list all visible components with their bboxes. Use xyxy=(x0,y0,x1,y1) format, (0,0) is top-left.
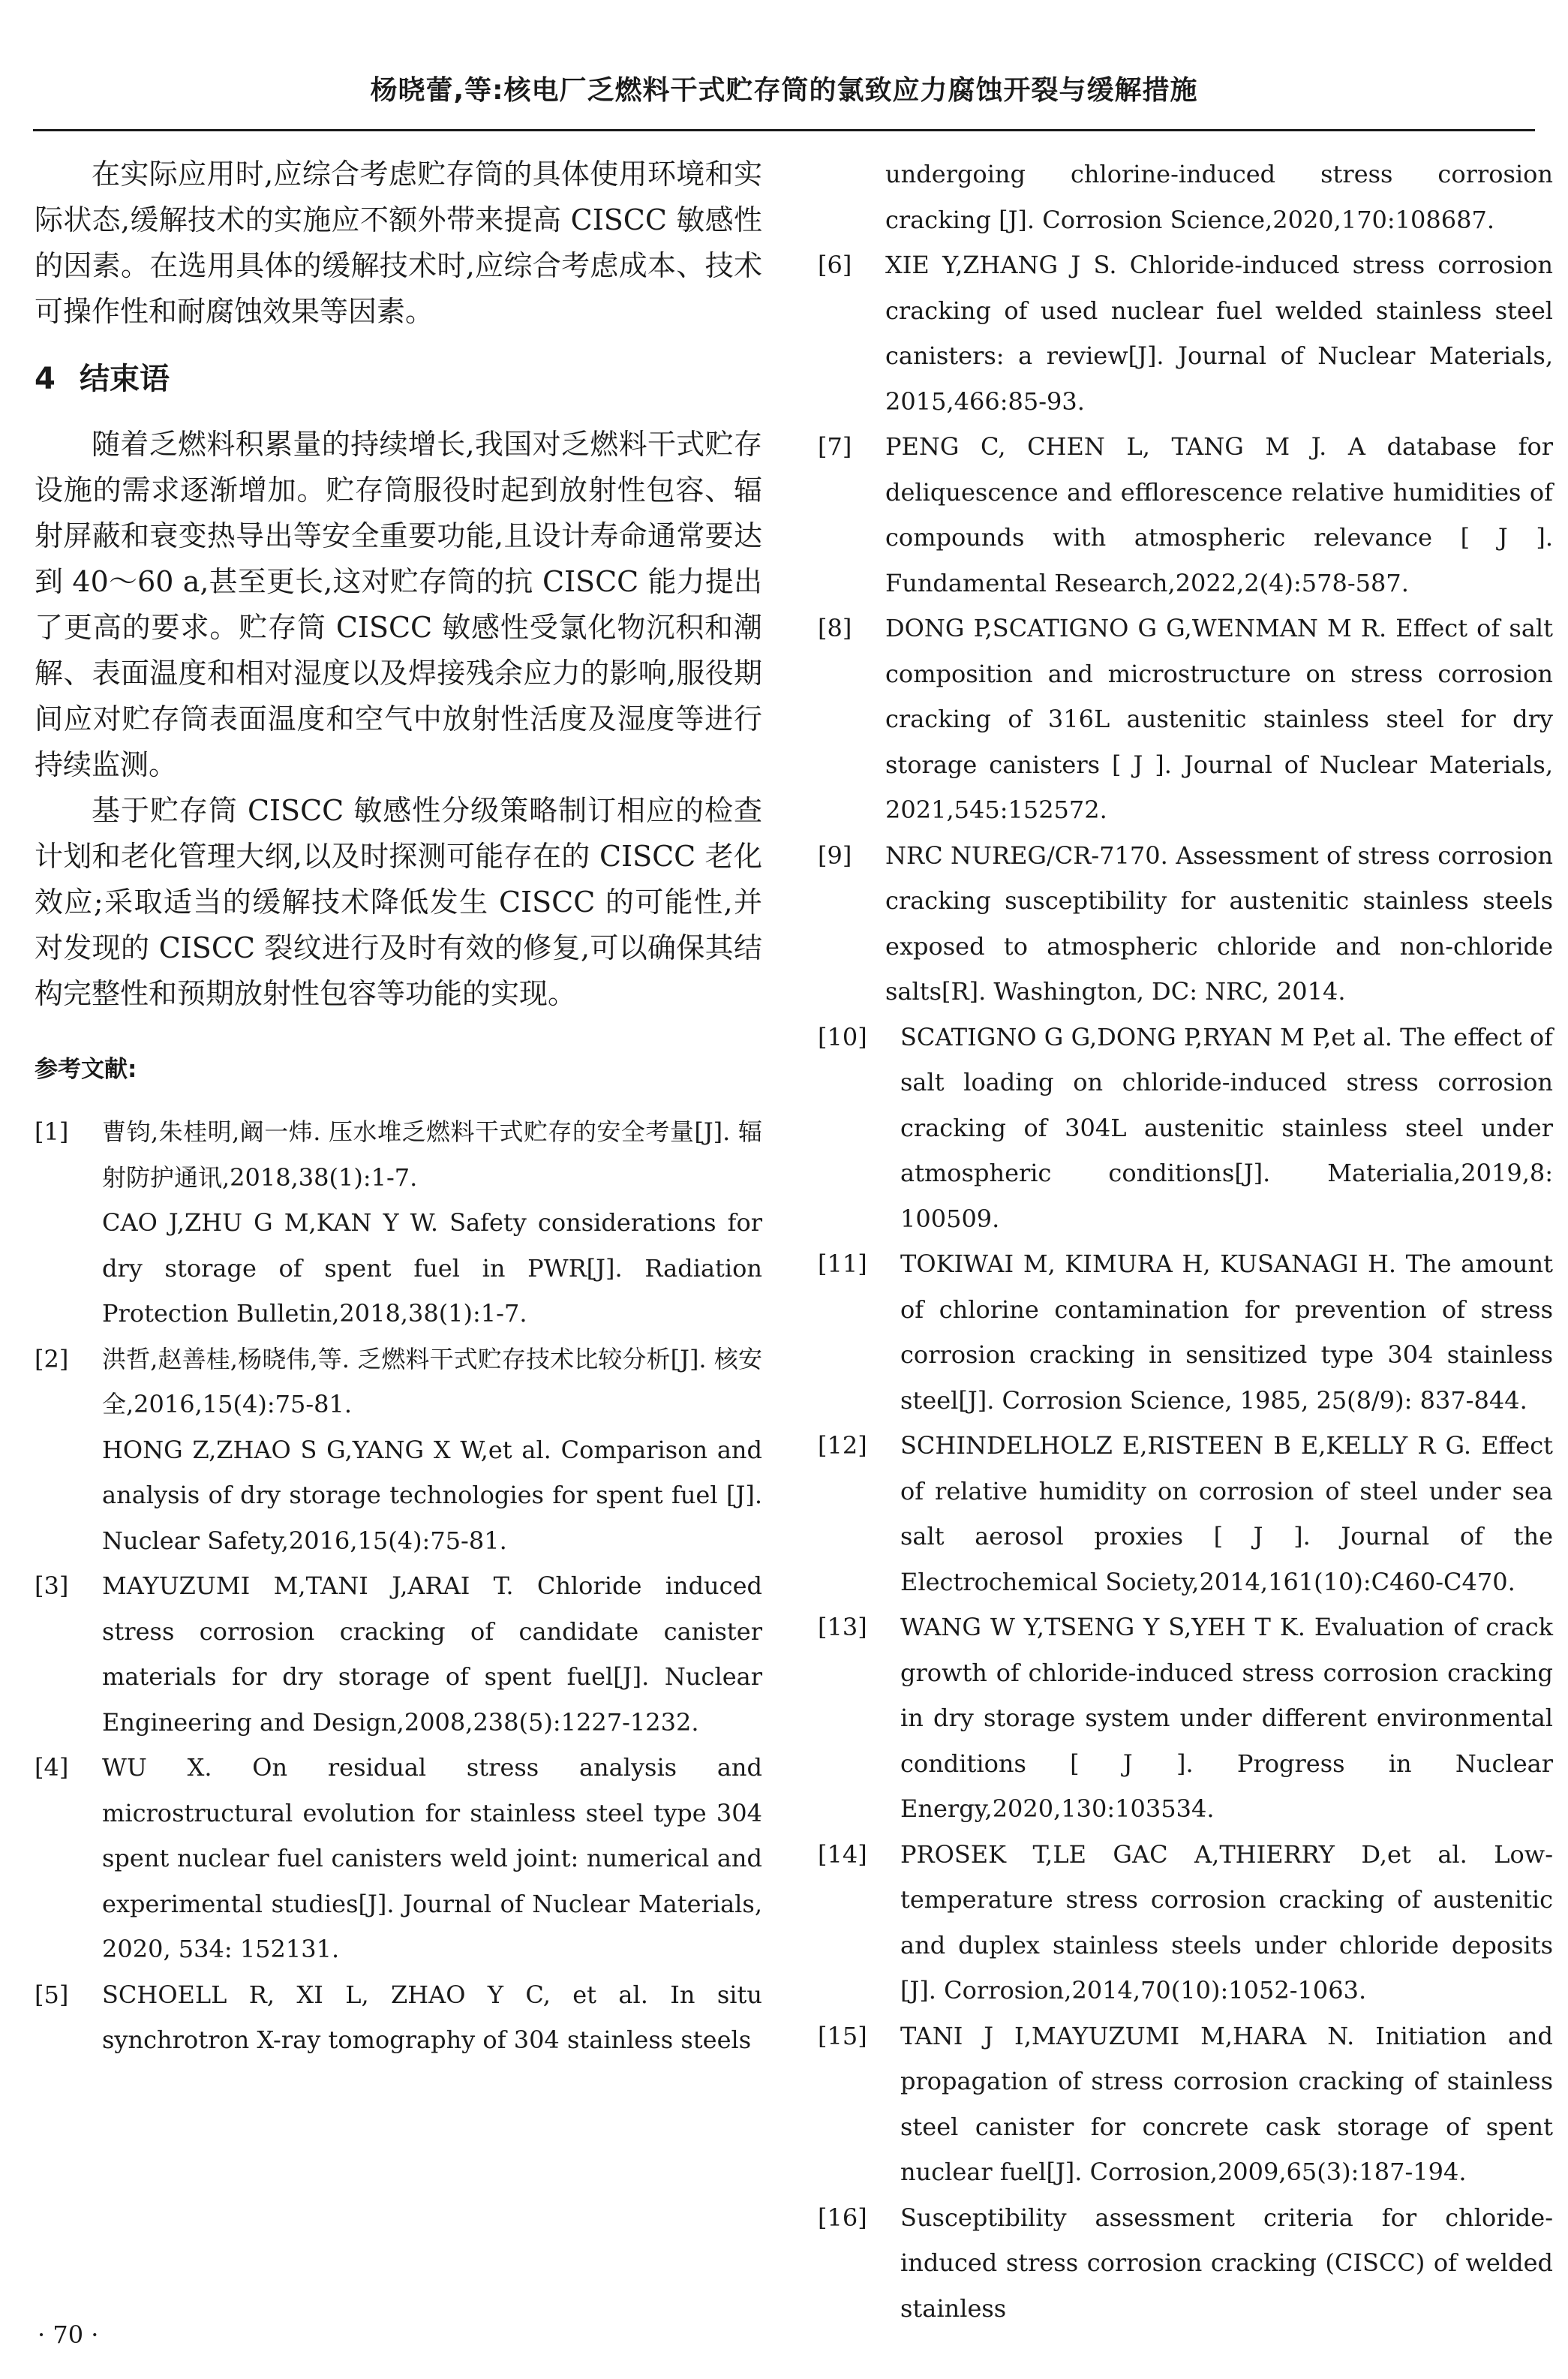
reference-text-en: XIE Y,ZHANG J S. Chloride-induced stress corrosion cracking of used nuclear fuel welded stainless steel canisters: a review[J]. Journal of Nuclear Materials, 2015,466:85-93. xyxy=(885,251,1553,416)
section-title: 结束语 xyxy=(80,362,170,396)
reference-text-en: CAO J,ZHU G M,KAN Y W. Safety considerations for dry storage of spent fuel in PWR[J]. Radiation Protection Bulletin,2018,38(1):1-7. xyxy=(102,1208,762,1328)
intro-paragraph: 在实际应用时,应综合考虑贮存筒的具体使用环境和实际状态,缓解技术的实施应不额外带来提高 CISCC 敏感性的因素。在选用具体的缓解技术时,应综合考虑成本、技术可操作性和耐腐蚀效果等因素。 xyxy=(35,158,762,328)
right-column xyxy=(818,152,1553,2331)
reference-item xyxy=(35,1563,762,1745)
reference-item xyxy=(818,606,1553,833)
reference-text-en: SCHOELL R, XI L, ZHAO Y C, et al. In situ synchrotron X-ray tomography of 304 stainless steels xyxy=(102,1980,762,2054)
running-header: 杨晓蕾,等:核电厂乏燃料干式贮存筒的氯致应力腐蚀开裂与缓解措施 xyxy=(370,75,1198,106)
reference-text-en: TOKIWAI M, KIMURA H, KUSANAGI H. The amount of chlorine contamination for prevention of stress corrosion cracking in sensitized type 304 stainless steel[J]. Corrosion Science, 1985, 25(8/9): 837-844. xyxy=(900,1250,1553,1415)
reference-number: [10] xyxy=(818,1022,867,1051)
conclusion-paragraph-1: 随着乏燃料积累量的持续增长,我国对乏燃料干式贮存设施的需求逐渐增加。贮存筒服役时起到放射性包容、辐射屏蔽和衰变热导出等安全重要功能,且设计寿命通常要达到 40～60 a,甚至更长,这对贮存筒的抗 CISCC 能力提出了更高的要求。贮存筒 CISCC 敏感性受氯化物沉积和潮解、表面温度和相对湿度以及焊接残余应力的影响,服役期间应对贮存筒表面温度和空气中放射性活度及湿度等进行持续监测。 xyxy=(35,428,762,781)
reference-number: [12] xyxy=(818,1431,867,1460)
reference-number: [2] xyxy=(35,1344,69,1373)
reference-number: [1] xyxy=(35,1117,69,1146)
reference-item xyxy=(35,1745,762,1972)
reference-item xyxy=(818,2014,1553,2195)
reference-number: [6] xyxy=(818,251,852,279)
reference-text-en: PROSEK T,LE GAC A,THIERRY D,et al. Low-temperature stress corrosion cracking of austenitic and duplex stainless steels under chloride deposits [J]. Corrosion,2014,70(10):1052-1063. xyxy=(900,1839,1553,2005)
section-number: 4 xyxy=(35,362,56,396)
references-heading: 参考文献: xyxy=(35,1056,137,1083)
reference-item xyxy=(818,242,1553,424)
reference-item xyxy=(818,1605,1553,1832)
section-heading xyxy=(35,357,762,401)
conclusion-paragraph-2: 基于贮存筒 CISCC 敏感性分级策略制订相应的检查计划和老化管理大纲,以及时探测可能存在的 CISCC 老化效应;采取适当的缓解技术降低发生 CISCC 的可能性,并对发现的 CISCC 裂纹进行及时有效的修复,可以确保其结构完整性和预期放射性包容等功能的实现。 xyxy=(35,794,762,1010)
reference-number: [7] xyxy=(818,432,852,461)
reference-text-en: DONG P,SCATIGNO G G,WENMAN M R. Effect of salt composition and microstructure on stress corrosion cracking of 316L austenitic stainless steel for dry storage canisters [ J ]. Journal of Nuclear Materials, 2021,545:152572. xyxy=(885,614,1553,824)
reference-number: [16] xyxy=(818,2203,867,2232)
reference-number: [4] xyxy=(35,1753,69,1782)
reference-number: [8] xyxy=(818,614,852,642)
reference-text-zh: 曹钧,朱桂明,阚一炜. 压水堆乏燃料干式贮存的安全考量[J]. 辐射防护通讯,2018,38(1):1-7. xyxy=(102,1117,762,1192)
reference-text-zh: 洪哲,赵善桂,杨晓伟,等. 乏燃料干式贮存技术比较分析[J]. 核安全,2016,15(4):75-81. xyxy=(102,1344,762,1418)
reference-text-en: TANI J I,MAYUZUMI M,HARA N. Initiation and propagation of stress corrosion cracking of stainless steel canister for concrete cask storage of spent nuclear fuel[J]. Corrosion,2009,65(3):187-194. xyxy=(900,2021,1553,2186)
reference-continuation: undergoing chlorine-induced stress corrosion cracking [J]. Corrosion Science,2020,170:108687. xyxy=(885,160,1553,234)
reference-text-en: MAYUZUMI M,TANI J,ARAI T. Chloride induced stress corrosion cracking of candidate canister materials for dry storage of spent fuel[J]. Nuclear Engineering and Design,2008,238(5):1227-1232. xyxy=(102,1571,762,1737)
page-number: · 70 · xyxy=(38,2320,99,2349)
reference-number: [15] xyxy=(818,2021,867,2050)
reference-text-en: WU X. On residual stress analysis and microstructural evolution for stainless steel type 304 spent nuclear fuel canisters weld joint: numerical and experimental studies[J]. Journal of Nuclear Materials, 2020, 534: 152131. xyxy=(102,1753,762,1963)
reference-number: [3] xyxy=(35,1571,69,1600)
reference-number: [13] xyxy=(818,1613,867,1641)
reference-text-en: WANG W Y,TSENG Y S,YEH T K. Evaluation of crack growth of chloride-induced stress corrosion cracking in dry storage system under different environmental conditions [ J ]. Progress in Nuclear Energy,2020,130:103534. xyxy=(900,1613,1553,1823)
left-column xyxy=(35,152,762,2063)
reference-text-en: Susceptibility assessment criteria for chloride-induced stress corrosion cracking (CISCC) of welded stainless xyxy=(900,2203,1553,2323)
reference-item xyxy=(818,424,1553,606)
reference-text-en: PENG C, CHEN L, TANG M J. A database for deliquescence and efflorescence relative humidities of compounds with atmospheric relevance [ J ]. Fundamental Research,2022,2(4):578-587. xyxy=(885,432,1553,597)
reference-item xyxy=(818,1015,1553,1242)
reference-item xyxy=(818,2195,1553,2332)
reference-item xyxy=(35,1972,762,2063)
reference-item xyxy=(35,1109,762,1337)
reference-item xyxy=(818,1423,1553,1605)
reference-text-en: SCATIGNO G G,DONG P,RYAN M P,et al. The effect of salt loading on chloride-induced stress corrosion cracking of 304L austenitic stainless steel under atmospheric conditions[J]. Materialia,2019,8: 100509. xyxy=(900,1022,1553,1233)
reference-item xyxy=(818,1241,1553,1423)
reference-item xyxy=(818,833,1553,1015)
header-rule xyxy=(33,129,1535,131)
reference-item xyxy=(35,1337,762,1564)
reference-text-en: SCHINDELHOLZ E,RISTEEN B E,KELLY R G. Effect of relative humidity on corrosion of steel under sea salt aerosol proxies [ J ]. Journal of the Electrochemical Society,2014,161(10):C460-C470. xyxy=(900,1431,1553,1596)
reference-item xyxy=(818,1832,1553,2014)
reference-text-en: HONG Z,ZHAO S G,YANG X W,et al. Comparison and analysis of dry storage technologies for spent fuel [J]. Nuclear Safety,2016,15(4):75-81. xyxy=(102,1435,762,1555)
reference-number: [11] xyxy=(818,1250,867,1278)
reference-number: [14] xyxy=(818,1839,867,1869)
reference-number: [9] xyxy=(818,841,852,870)
reference-number: [5] xyxy=(35,1980,69,2009)
reference-text-en: NRC NUREG/CR-7170. Assessment of stress corrosion cracking susceptibility for austenitic stainless steels exposed to atmospheric chloride and non-chloride salts[R]. Washington, DC: NRC, 2014. xyxy=(885,841,1553,1006)
